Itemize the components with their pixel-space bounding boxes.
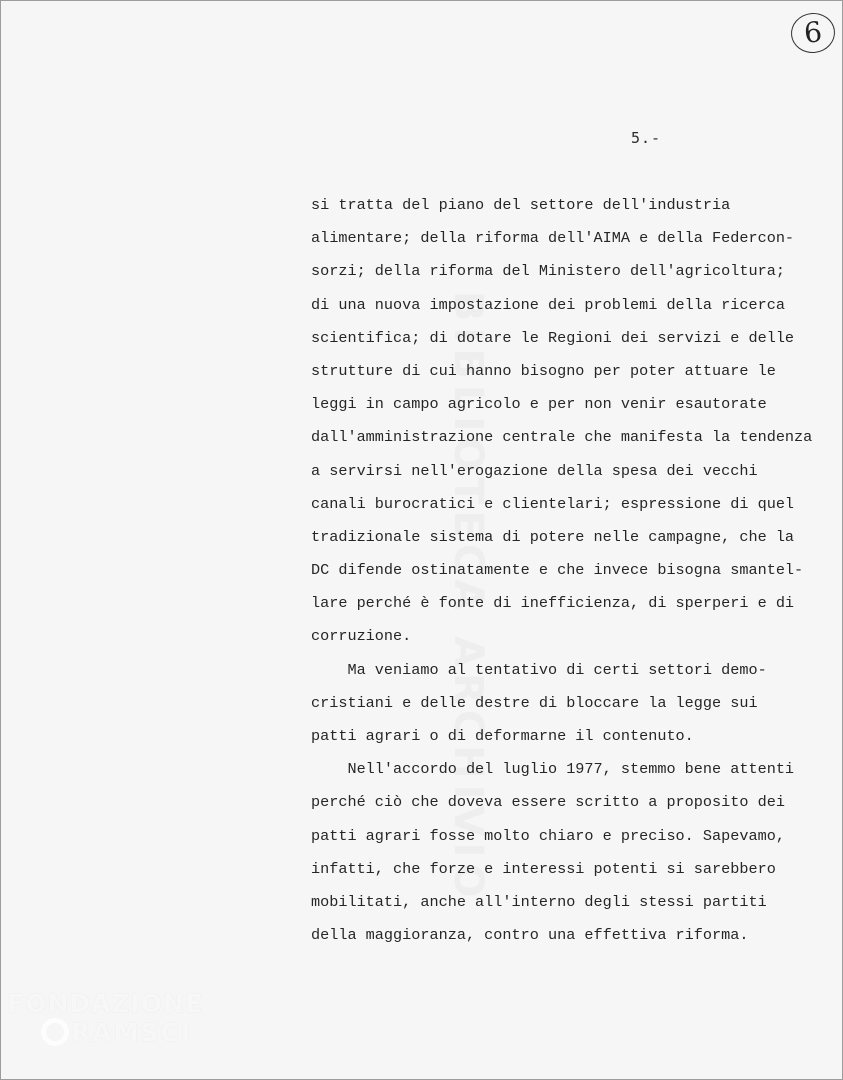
text-line: patti agrari fosse molto chiaro e preciso. Sapevamo, (311, 826, 785, 845)
text-line: si tratta del piano del settore dell'industria (311, 196, 731, 214)
text-line: a servirsi nell'erogazione della spesa dei vecchi (311, 461, 758, 480)
handwritten-page-mark: 6 (789, 11, 837, 55)
text-line: Nell'accordo del luglio 1977, stemmo bene attenti (311, 760, 795, 779)
text-line: lare perché è fonte di inefficienza, di sperperi e di (311, 594, 795, 613)
text-line: infatti, che forze e interessi potenti si sarebbero (311, 859, 776, 878)
page-number: 5.- (631, 129, 662, 147)
watermark-line-1: FONDAZIONE (7, 989, 204, 1018)
text-line: Ma veniamo al tentativo di certi settori demo- (311, 660, 767, 679)
text-line: tradizionale sistema di potere nelle campagne, che la (311, 527, 795, 546)
fondazione-gramsci-watermark (7, 991, 203, 1046)
typed-text-body (311, 191, 843, 954)
text-line: DC difende ostinatamente e che invece bisogna smantel- (311, 561, 804, 580)
text-line: sorzi; della riforma del Ministero dell'agricoltura; (311, 262, 785, 281)
text-line: leggi in campo agricolo e per non venir esautorate (311, 395, 767, 414)
watermark-line-2: RAMSCI (71, 1017, 193, 1047)
text-line: strutture di cui hanno bisogno per poter attuare le (311, 361, 776, 380)
text-line: di una nuova impostazione dei problemi della ricerca (311, 295, 785, 314)
text-line: corruzione. (311, 627, 412, 646)
text-line: alimentare; della riforma dell'AIMA e della Federcon- (311, 229, 795, 248)
text-line: mobilitati, anche all'interno degli stessi partiti (311, 892, 767, 911)
text-line: dall'amministrazione centrale che manifesta la tendenza (311, 428, 813, 447)
text-line: scientifica; di dotare le Regioni dei servizi e delle (311, 328, 795, 347)
text-line: canali burocratici e clientelari; espressione di quel (311, 494, 795, 513)
text-line: della maggioranza, contro una effettiva riforma. (311, 926, 749, 945)
g-logo-icon (41, 1018, 69, 1046)
text-line: cristiani e delle destre di bloccare la legge sui (311, 693, 758, 712)
faded-archive-stamp: BIBLIOTECA ARCHIVIO (445, 291, 491, 904)
text-line: perché ciò che doveva essere scritto a proposito dei (311, 793, 785, 812)
watermark-line-2-row (41, 1018, 203, 1046)
text-line: patti agrari o di deformarne il contenuto. (311, 727, 694, 745)
